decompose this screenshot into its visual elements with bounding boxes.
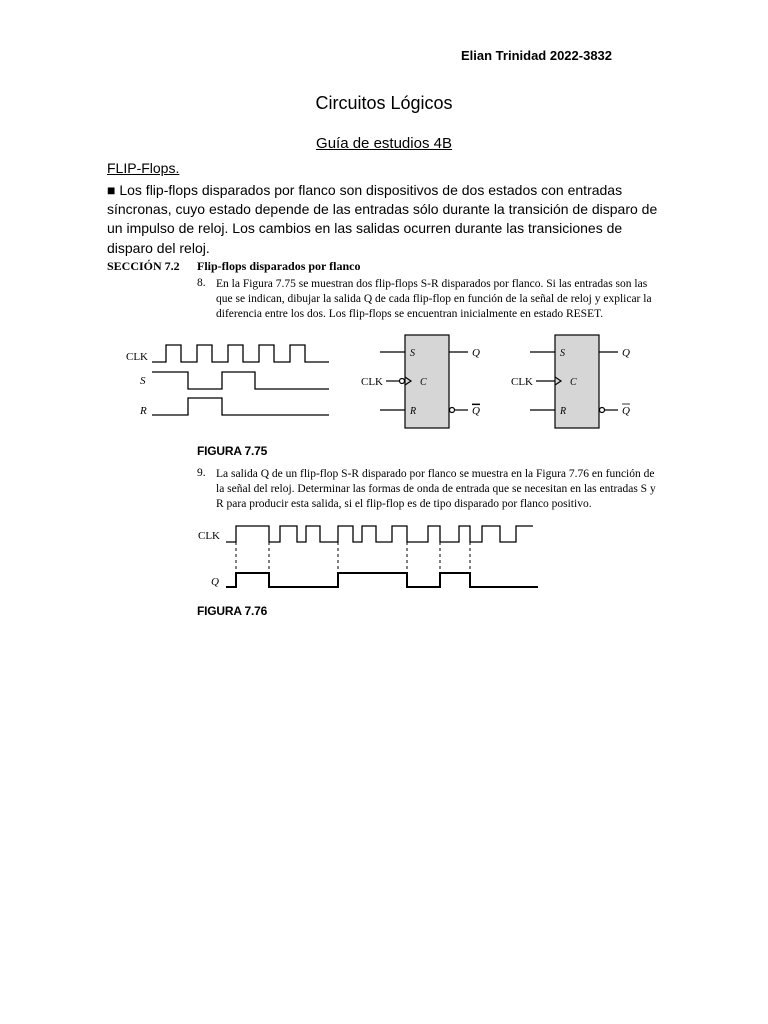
ff1-s-pin: S	[410, 348, 415, 359]
ff2-r-pin: R	[560, 406, 567, 417]
fig75-clk-label: CLK	[126, 351, 148, 363]
fig76-q-label: Q	[211, 576, 219, 588]
clk-waveform-fig75	[152, 345, 329, 362]
ff2-q-output: Q	[622, 347, 630, 359]
ff2-qbar-output: Q	[622, 405, 630, 417]
author-name: Elian Trinidad 2022-3832	[461, 48, 613, 63]
figure-7-76-diagram	[198, 526, 538, 588]
ff2-s-pin: S	[560, 348, 565, 359]
document-title: Circuitos Lógicos	[315, 93, 453, 113]
ff1-q-output: Q	[472, 347, 480, 359]
problem-9-text: La salida Q de un flip-flop S-R disparado por flanco se muestra en la Figura 7.76 en función de la señal del reloj. Determinar las formas de onda de entrada que se necesitan en las entradas S y R para producir esta salida, si el flip-flop es de tipo disparado por flanco positivo.	[216, 468, 656, 510]
problem-8-number: 8.	[197, 277, 206, 289]
problem-8-text: En la Figura 7.75 se muestran dos flip-flops S-R disparados por flanco. Si las entradas son las que se indican, dibujar la salida Q de cada flip-flop en función de la señal de reloj y explicar la diferencia entre los dos. Los flip-flops se encuentran inicialmente en estado RESET.	[216, 278, 652, 320]
book-section-label: SECCIÓN 7.2	[107, 259, 180, 273]
ff1-clk-input-label: CLK	[361, 376, 383, 388]
ff1-qbar-output: Q	[472, 405, 480, 417]
ff1-r-pin: R	[410, 406, 417, 417]
s-waveform	[152, 372, 329, 389]
ff2-clk-input-label: CLK	[511, 376, 533, 388]
ff2-c-pin: C	[570, 377, 577, 388]
fig76-clk-label: CLK	[198, 530, 220, 542]
fig75-s-label: S	[140, 375, 146, 387]
r-waveform	[152, 398, 329, 415]
intro-paragraph: ■ Los flip-flops disparados por flanco son dispositivos de dos estados con entradas síncronas, cuyo estado depende de las entradas sólo durante la transición de disparo de un impulso de reloj. Los cambios en las salidas ocurren durante las transiciones de disparo del reloj.	[107, 182, 658, 256]
flip-flop-1	[361, 335, 480, 428]
fig75-r-label: R	[140, 405, 147, 417]
section-heading: FLIP-Flops.	[107, 160, 180, 176]
figure-7-76-caption: FIGURA 7.76	[197, 604, 268, 618]
clk-waveform-fig76	[226, 526, 533, 542]
problem-9-number: 9.	[197, 467, 206, 479]
document-subtitle: Guía de estudios 4B	[316, 135, 452, 152]
book-section-title: Flip-flops disparados por flanco	[197, 259, 361, 273]
flip-flop-2	[511, 335, 630, 428]
figure-7-75-caption: FIGURA 7.75	[197, 444, 268, 458]
q-waveform	[226, 573, 538, 587]
ff1-c-pin: C	[420, 377, 427, 388]
